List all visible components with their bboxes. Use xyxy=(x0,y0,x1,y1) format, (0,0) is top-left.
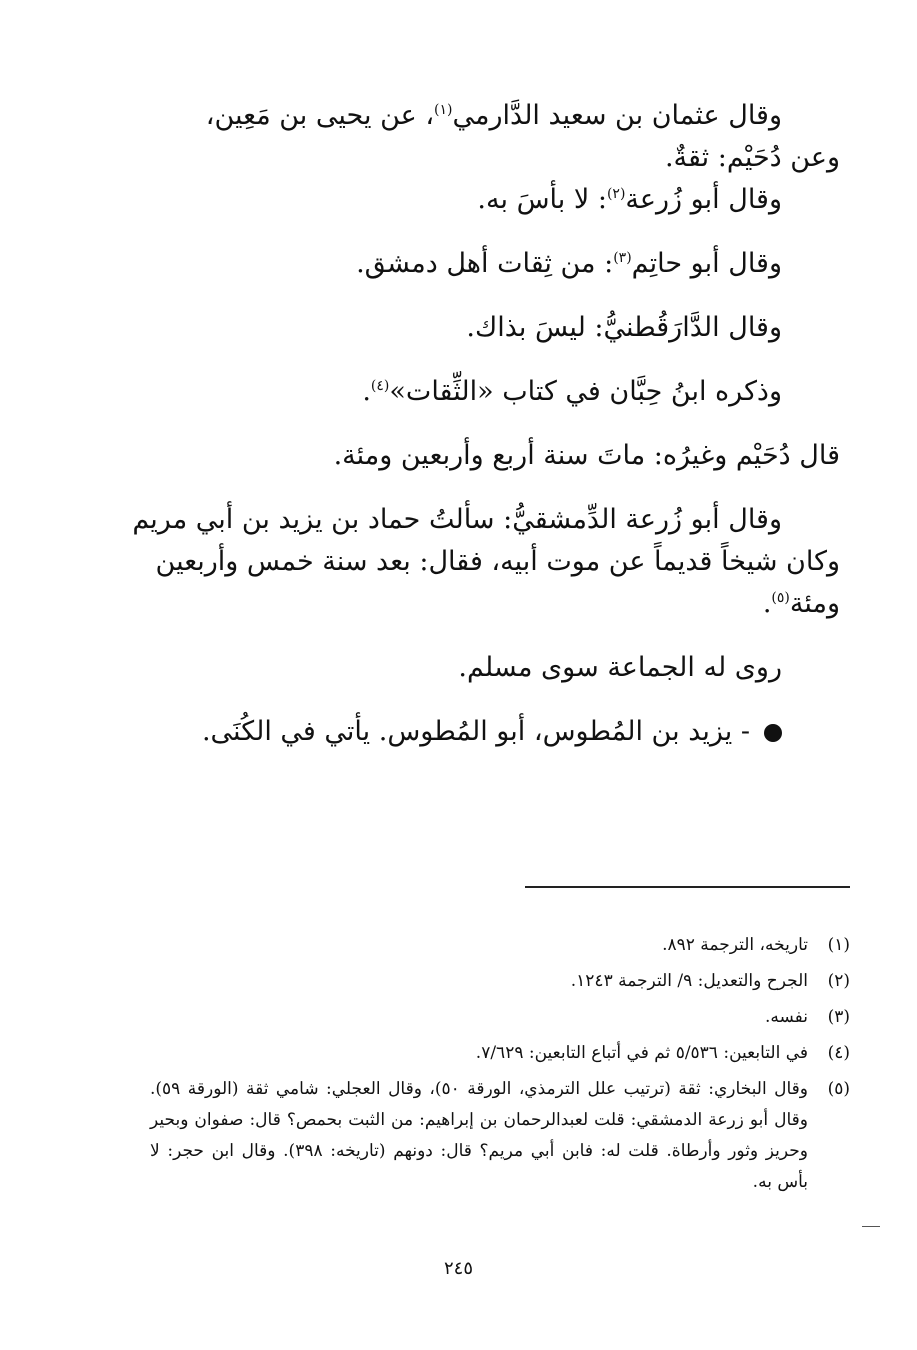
bullet-icon xyxy=(764,724,782,742)
footnote-item xyxy=(150,1002,850,1032)
footnote-text: في التابعين: ٥/٥٣٦ ثم في أتباع التابعين: ٧/٦٢٩. xyxy=(475,1043,808,1063)
footnote-number: (٤) xyxy=(827,1043,850,1063)
footnote-number: (٣) xyxy=(827,1007,850,1027)
text-line: روى له الجماعة سوى مسلم. xyxy=(458,652,782,683)
scan-mark xyxy=(862,1226,880,1227)
page-number: ٢٤٥ xyxy=(443,1258,473,1279)
entry-line: - يزيد بن المُطوس، أبو المُطوس. يأتي في الكُنَى. xyxy=(140,711,840,753)
footnote-ref[interactable]: (٥) xyxy=(771,590,790,606)
footnote-number: (٢) xyxy=(827,971,850,991)
text-line: قال دُحَيْم وغيرُه: ماتَ سنة أربع وأربعين ومئة. xyxy=(333,440,840,471)
footnote-text: الجرح والتعديل: ٩/ الترجمة ١٢٤٣. xyxy=(570,971,808,991)
text-line: وعن دُحَيْم: ثقةٌ. xyxy=(664,142,840,173)
footnote-text: تاريخه، الترجمة ٨٩٢. xyxy=(662,935,808,955)
footnote-text: وقال البخاري: ثقة (ترتيب علل الترمذي، الورقة ٥٠)، وقال العجلي: شامي ثقة (الورقة ٥٩). وقال أبو زرعة الدمشقي: قلت لعبدالرحمان بن إبراهيم: من الثبت بحمص؟ قال: صفوان وبحير وحريز وثور وأرطاة. قلت له: فابن أبي مريم؟ قال: دونهم (تاريخه: ٣٩٨). وقال ابن حجر: لا بأس به. xyxy=(150,1079,809,1192)
footnote-item xyxy=(150,1038,850,1068)
footnote-item xyxy=(150,930,850,960)
footnote-number: (٥) xyxy=(827,1079,850,1099)
footnotes xyxy=(150,930,850,1204)
footnote-text: نفسه. xyxy=(764,1007,808,1027)
footnote-ref[interactable]: (٤) xyxy=(370,378,390,394)
footnote-divider xyxy=(525,886,850,888)
text-line: وقال الدَّارَقُطنيُّ: ليسَ بذاك. xyxy=(466,312,782,343)
text-line: وكان شيخاً قديماً عن موت أبيه، فقال: بعد سنة خمس وأربعين xyxy=(155,546,840,577)
main-text xyxy=(132,95,840,753)
text-line: وقال أبو زُرعة الدِّمشقيُّ: سألتُ حماد بن يزيد بن أبي مريم xyxy=(132,504,782,535)
footnote-ref[interactable]: (١) xyxy=(434,102,453,118)
text-line: وقال أبو حاتِم$^{(٣)}$: من ثِقات أهل دمشق. xyxy=(356,248,782,279)
footnote-ref[interactable]: (٢) xyxy=(606,186,626,202)
text-line: وقال عثمان بن سعيد الدَّارمي$^{(١)}$، عن يحيى بن مَعِين، xyxy=(205,100,782,131)
footnote-item xyxy=(150,966,850,996)
footnote-number: (١) xyxy=(827,935,850,955)
text-line: وقال أبو زُرعة$^{(٢)}$: لا بأسَ به. xyxy=(477,184,782,215)
text-line: ومئة$^{(٥)}$. xyxy=(762,588,840,619)
footnote-item xyxy=(150,1074,850,1198)
footnote-ref[interactable]: (٣) xyxy=(613,250,632,266)
text-line: وذكره ابنُ حِبَّان في كتاب «الثِّقات»$^{(٤)}$. xyxy=(362,376,782,407)
